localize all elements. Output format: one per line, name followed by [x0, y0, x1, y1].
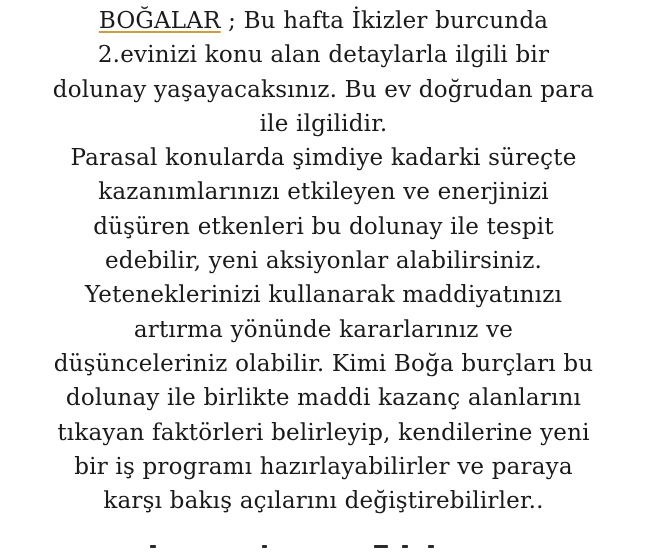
- text-line: Parasal konularda şimdiye kadarki süreçte: [70, 145, 577, 172]
- text-line: kazanımlarınızı etkileyen ve enerjinizi: [98, 179, 549, 206]
- text-line: edebilir, yeni aksiyonlar alabilirsiniz.: [104, 248, 543, 275]
- text-line: karşı bakış açılarını değiştirebilirler..: [103, 488, 544, 515]
- cut-off-next-line: [0, 545, 647, 554]
- cut-off-glyph: [262, 545, 267, 548]
- text-line-segment: ; Bu hafta İkizler burcunda: [220, 8, 549, 34]
- cut-off-glyph: [374, 545, 388, 548]
- horoscope-text: [0, 4, 647, 518]
- text-line: dolunay yaşayacaksınız. Bu ev doğrudan para: [52, 76, 595, 103]
- text-line: dolunay ile birlikte maddi kazanç alanlarını: [65, 385, 582, 412]
- text-line: düşünceleriniz olabilir. Kimi Boğa burçları bu: [53, 350, 594, 377]
- cut-off-glyph: [428, 545, 434, 548]
- text-line: Yeteneklerinizi kullanarak maddiyatınızı: [84, 282, 563, 309]
- text-line: bir iş programı hazırlayabilirler ve paraya: [74, 453, 573, 480]
- text-line: [0, 4, 647, 38]
- text-line: düşüren etkenleri bu dolunay ile tespit: [93, 213, 554, 240]
- text-line: 2.evinizi konu alan detaylarla ilgili bir: [97, 42, 550, 69]
- cut-off-glyph: [150, 545, 156, 548]
- text-line: tıkayan faktörleri belirleyip, kendilerine yeni: [57, 419, 590, 446]
- cut-off-glyph: [402, 545, 408, 548]
- text-line: ile ilgilidir.: [259, 110, 388, 137]
- text-line: artırma yönünde kararlarınız ve: [133, 316, 514, 343]
- sign-headline: BOĞALAR: [98, 8, 221, 34]
